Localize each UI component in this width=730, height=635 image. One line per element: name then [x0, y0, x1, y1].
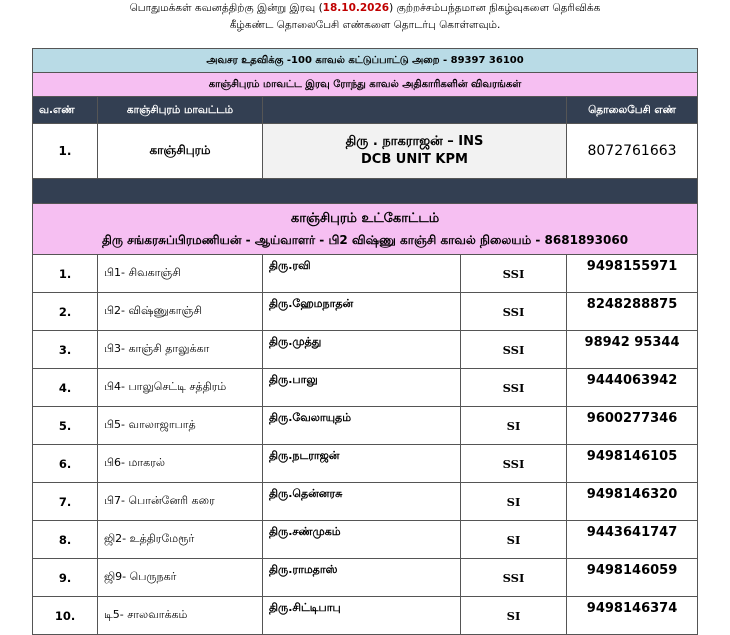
row-serial-no: 2.	[33, 293, 98, 331]
table-row	[33, 407, 698, 445]
row-officer-name: திரு.நடராஜன்	[263, 445, 461, 483]
emergency-banner: அவசர உதவிக்கு -100 காவல் கட்டுப்பாட்டு அறை - 89397 36100	[33, 49, 698, 73]
row-station: பி5- வாலாஜாபாத்	[98, 407, 263, 445]
row-station: பி7- பொன்னேரி கரை	[98, 483, 263, 521]
row-officer-name: திரு.பாலு	[263, 369, 461, 407]
district-officer-no: 1.	[33, 124, 98, 179]
row-phone: 9443641747	[567, 521, 698, 559]
row-phone: 98942 95344	[567, 331, 698, 369]
table-row	[33, 597, 698, 635]
row-officer-name: திரு.முத்து	[263, 331, 461, 369]
row-station: பி3- காஞ்சி தாலுக்கா	[98, 331, 263, 369]
row-phone: 9498155971	[567, 255, 698, 293]
row-station: பி1- சிவகாஞ்சி	[98, 255, 263, 293]
row-phone: 9498146374	[567, 597, 698, 635]
row-officer-name: திரு.ரவி	[263, 255, 461, 293]
notice-date: 18.10.2026	[322, 2, 390, 14]
row-officer-name: திரு.சண்முகம்	[263, 521, 461, 559]
divider-row	[33, 179, 698, 204]
header-phone: தொலைபேசி எண்	[567, 97, 698, 124]
header-serial-no: வ.எண்	[33, 97, 98, 124]
row-rank: SSI	[461, 255, 567, 293]
public-notice	[0, 0, 730, 44]
table-row	[33, 445, 698, 483]
table-row	[33, 331, 698, 369]
row-phone: 9600277346	[567, 407, 698, 445]
row-serial-no: 4.	[33, 369, 98, 407]
patrol-officers-table	[32, 48, 698, 635]
header-name	[263, 97, 567, 124]
row-serial-no: 7.	[33, 483, 98, 521]
row-rank: SSI	[461, 369, 567, 407]
row-rank: SSI	[461, 445, 567, 483]
table-row	[33, 521, 698, 559]
row-station: ஜி2- உத்திரமேரூர்	[98, 521, 263, 559]
subdivision-title: காஞ்சிபுரம் உட்கோட்டம்	[290, 211, 440, 226]
subdivision-officer: திரு சங்கரசுப்பிரமணியன் - ஆய்வாளர் - பி2 விஷ்ணு காஞ்சி காவல் நிலையம் - 8681893060	[101, 233, 629, 247]
row-rank: SI	[461, 521, 567, 559]
table-row	[33, 483, 698, 521]
row-station: பி4- பாலுசெட்டி சத்திரம்	[98, 369, 263, 407]
row-officer-name: திரு.ஹேமநாதன்	[263, 293, 461, 331]
row-serial-no: 8.	[33, 521, 98, 559]
table-title: காஞ்சிபுரம் மாவட்ட இரவு ரோந்து காவல் அதிகாரிகளின் விவரங்கள்	[33, 73, 698, 97]
row-officer-name: திரு.சிட்டிபாபு	[263, 597, 461, 635]
row-rank: SI	[461, 407, 567, 445]
row-serial-no: 9.	[33, 559, 98, 597]
row-rank: SI	[461, 483, 567, 521]
row-officer-name: திரு.வேலாயுதம்	[263, 407, 461, 445]
row-serial-no: 5.	[33, 407, 98, 445]
row-rank: SSI	[461, 293, 567, 331]
row-serial-no: 3.	[33, 331, 98, 369]
subdivision-header	[33, 204, 698, 255]
row-phone: 9444063942	[567, 369, 698, 407]
row-station: பி2- விஷ்ணுகாஞ்சி	[98, 293, 263, 331]
header-row	[33, 97, 698, 124]
header-district: காஞ்சிபுரம் மாவட்டம்	[98, 97, 263, 124]
district-officer-district: காஞ்சிபுரம்	[98, 124, 263, 179]
row-phone: 9498146059	[567, 559, 698, 597]
row-rank: SSI	[461, 559, 567, 597]
row-phone: 8248288875	[567, 293, 698, 331]
row-officer-name: திரு.ராமதாஸ்	[263, 559, 461, 597]
row-station: ஜி9- பெருநகர்	[98, 559, 263, 597]
table-row	[33, 255, 698, 293]
row-serial-no: 10.	[33, 597, 98, 635]
row-serial-no: 1.	[33, 255, 98, 293]
row-rank: SSI	[461, 331, 567, 369]
row-serial-no: 6.	[33, 445, 98, 483]
row-phone: 9498146105	[567, 445, 698, 483]
row-phone: 9498146320	[567, 483, 698, 521]
notice-line-1: பொதுமக்கள் கவனத்திற்கு இன்று இரவு (18.10.2026) குற்றச்சம்பந்தமான நிகழ்வுகளை தெரிவிக்க	[129, 2, 601, 14]
district-officer-name: திரு . நாகராஜன் – INS DCB UNIT KPM	[263, 124, 567, 179]
notice-line-2: கீழ்கண்ட தொலைபேசி எண்களை தொடர்பு கொள்ளவும்.	[229, 19, 501, 31]
row-station: டி5- சாலவாக்கம்	[98, 597, 263, 635]
table-row	[33, 293, 698, 331]
row-officer-name: திரு.தென்னரசு	[263, 483, 461, 521]
row-rank: SI	[461, 597, 567, 635]
district-officer-phone: 8072761663	[567, 124, 698, 179]
district-officer-row	[33, 124, 698, 179]
row-station: பி6- மாகரல்	[98, 445, 263, 483]
table-row	[33, 369, 698, 407]
